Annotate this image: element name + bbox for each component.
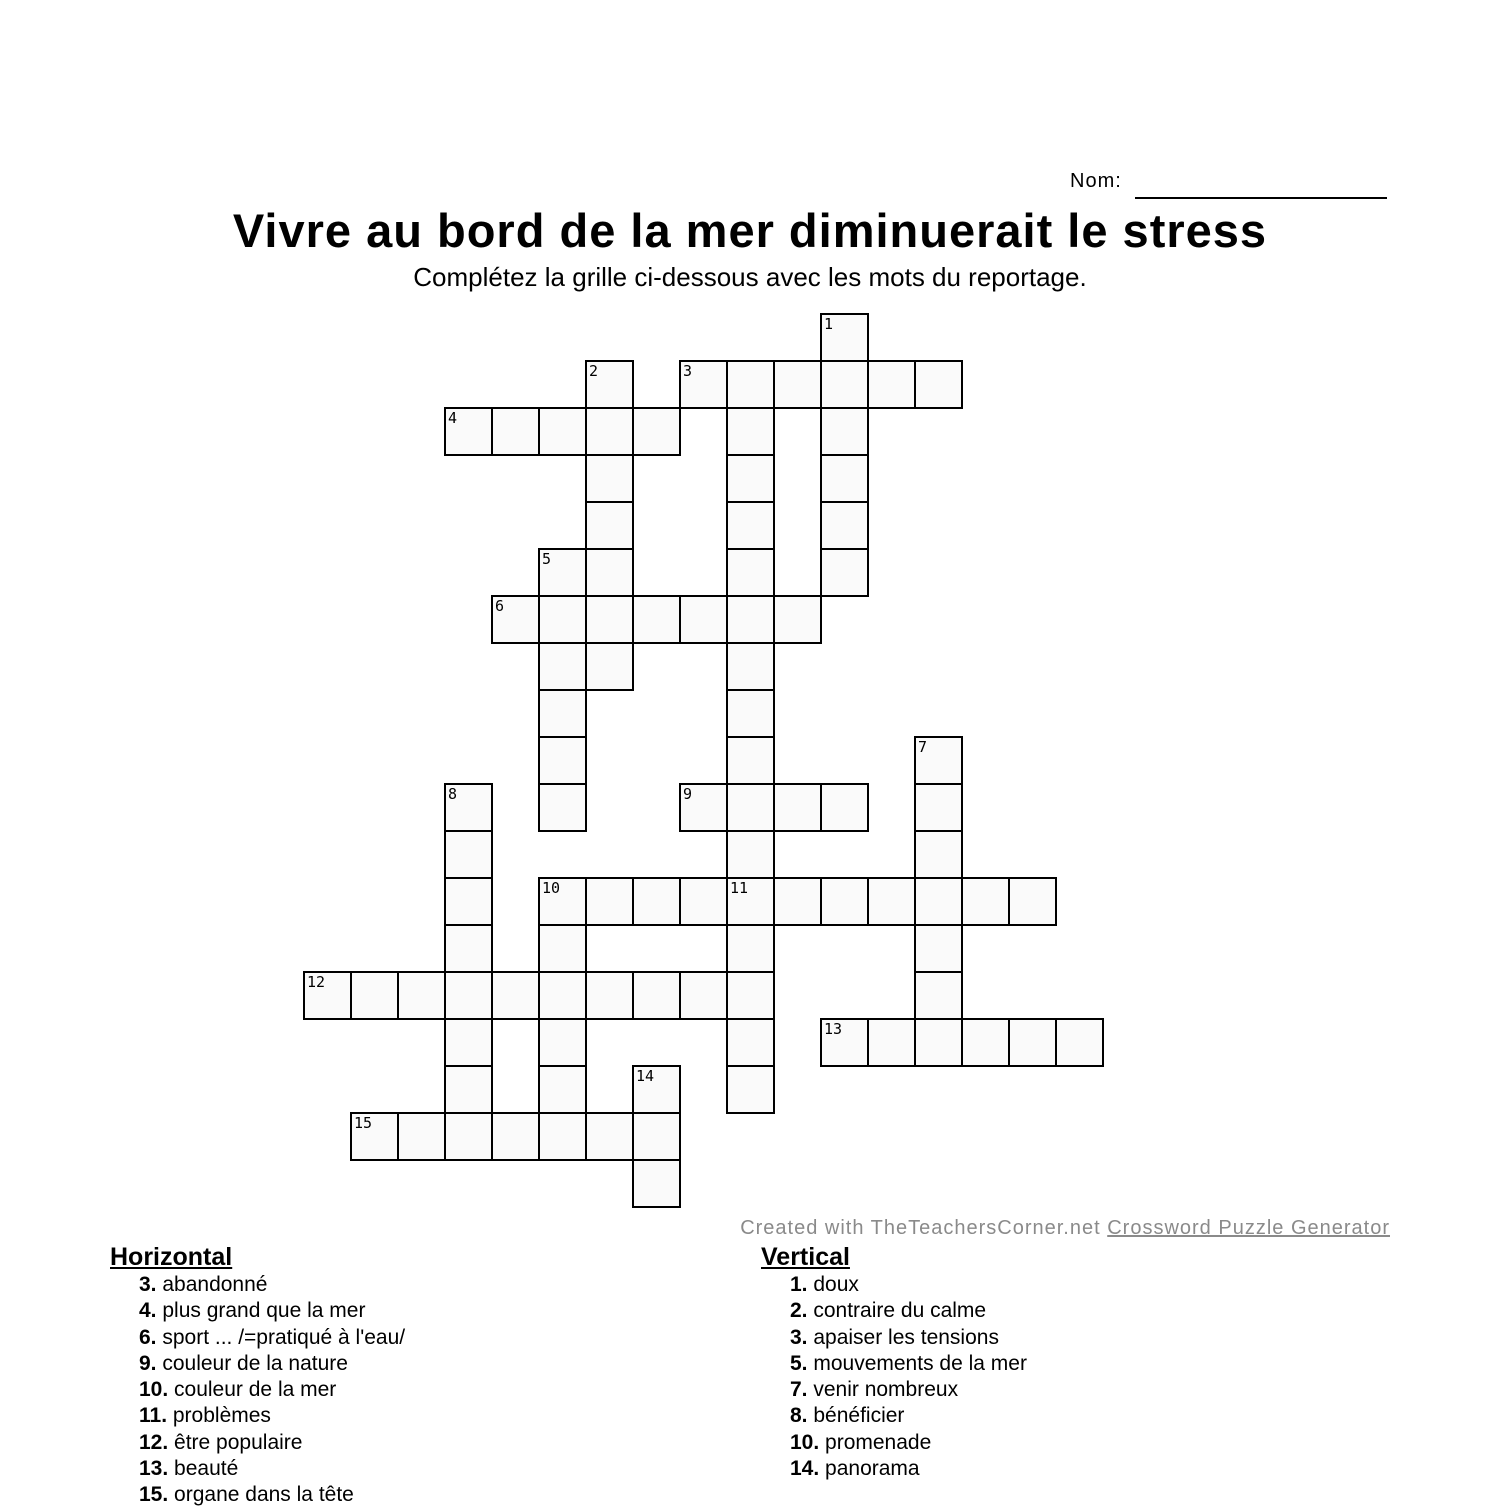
grid-cell[interactable] (726, 642, 775, 691)
horizontal-clue-list (110, 1272, 405, 1509)
clue-number: 4 (448, 409, 458, 427)
grid-cell[interactable] (773, 595, 822, 644)
clue-text: couleur de la mer (168, 1378, 337, 1402)
grid-cell[interactable] (538, 548, 587, 597)
clue-num: 8. (790, 1404, 808, 1428)
grid-cell[interactable] (726, 877, 775, 926)
grid-cell[interactable] (585, 407, 634, 456)
clue-text: doux (807, 1273, 859, 1296)
grid-cell[interactable] (867, 877, 916, 926)
grid-cell[interactable] (491, 971, 540, 1020)
grid-cell[interactable] (820, 454, 869, 503)
clue-number: 9 (683, 785, 693, 803)
grid-cell[interactable] (726, 360, 775, 409)
grid-cell[interactable] (1008, 877, 1057, 926)
clue-num: 14. (790, 1457, 820, 1481)
grid-cell[interactable] (726, 689, 775, 738)
grid-cell[interactable] (726, 454, 775, 503)
clue-num: 12. (139, 1430, 169, 1454)
horizontal-clue (110, 1272, 405, 1298)
grid-cell[interactable] (632, 407, 681, 456)
grid-cell[interactable] (632, 877, 681, 926)
grid-cell[interactable] (444, 1018, 493, 1067)
grid-cell[interactable] (397, 971, 446, 1020)
grid-cell[interactable] (726, 783, 775, 832)
grid-cell[interactable] (444, 830, 493, 879)
clue-text: beauté (168, 1457, 239, 1481)
clue-number: 2 (589, 362, 599, 380)
grid-cell[interactable] (679, 971, 728, 1020)
horizontal-clue (110, 1298, 405, 1324)
clue-text: sport ... /=pratiqué à l'eau/ (156, 1325, 406, 1349)
grid-cell[interactable] (585, 501, 634, 550)
clue-number: 15 (354, 1114, 373, 1132)
grid-cell[interactable] (961, 1018, 1010, 1067)
vertical-clue (761, 1456, 1027, 1482)
grid-cell[interactable] (1008, 1018, 1057, 1067)
clue-num: 1. (790, 1273, 808, 1296)
grid-cell[interactable] (726, 501, 775, 550)
grid-cell[interactable] (679, 877, 728, 926)
grid-cell[interactable] (914, 971, 963, 1020)
grid-cell[interactable] (820, 407, 869, 456)
clue-num: 6. (139, 1325, 157, 1349)
clue-text: être populaire (168, 1430, 303, 1454)
grid-cell[interactable] (679, 360, 728, 409)
grid-cell[interactable] (538, 407, 587, 456)
grid-cell[interactable] (820, 313, 869, 362)
grid-cell[interactable] (726, 830, 775, 879)
grid-cell[interactable] (444, 783, 493, 832)
grid-cell[interactable] (585, 877, 634, 926)
clue-num: 2. (790, 1299, 808, 1323)
grid-cell[interactable] (444, 924, 493, 973)
clue-text: couleur de la nature (156, 1351, 348, 1375)
grid-cell[interactable] (820, 783, 869, 832)
clue-text: abandonné (156, 1273, 268, 1296)
grid-cell[interactable] (726, 971, 775, 1020)
credit-text: Created with TheTeachersCorner.net (740, 1217, 1108, 1239)
vertical-clues (761, 1242, 1027, 1482)
clue-num: 11. (139, 1404, 168, 1428)
grid-cell[interactable] (867, 1018, 916, 1067)
clue-text: contraire du calme (807, 1299, 987, 1323)
grid-cell[interactable] (491, 407, 540, 456)
clue-text: bénéficier (807, 1404, 905, 1428)
horizontal-clue (110, 1456, 405, 1482)
grid-cell[interactable] (303, 971, 352, 1020)
clue-num: 15. (139, 1483, 169, 1507)
grid-cell[interactable] (679, 595, 728, 644)
grid-cell[interactable] (538, 595, 587, 644)
grid-cell[interactable] (538, 877, 587, 926)
horizontal-clue (110, 1377, 405, 1403)
clue-text: mouvements de la mer (807, 1351, 1027, 1375)
vertical-clue (761, 1272, 1027, 1298)
grid-cell[interactable] (585, 454, 634, 503)
clue-num: 3. (790, 1325, 808, 1349)
grid-cell[interactable] (538, 783, 587, 832)
clue-number: 5 (542, 550, 552, 568)
grid-cell[interactable] (585, 1112, 634, 1161)
grid-cell[interactable] (914, 360, 963, 409)
clue-number: 13 (824, 1020, 843, 1038)
horizontal-clue (110, 1351, 405, 1377)
grid-cell[interactable] (726, 407, 775, 456)
horizontal-clue (110, 1430, 405, 1456)
grid-cell[interactable] (820, 548, 869, 597)
grid-cell[interactable] (397, 1112, 446, 1161)
grid-cell[interactable] (444, 1112, 493, 1161)
horizontal-clue (110, 1403, 405, 1429)
clue-text: apaiser les tensions (807, 1325, 999, 1349)
vertical-clue (761, 1403, 1027, 1429)
grid-cell[interactable] (773, 783, 822, 832)
clue-num: 9. (139, 1351, 157, 1375)
clue-text: panorama (819, 1457, 920, 1481)
clue-number: 14 (636, 1067, 655, 1085)
grid-cell[interactable] (914, 1018, 963, 1067)
clue-number: 8 (448, 785, 458, 803)
grid-cell[interactable] (585, 548, 634, 597)
vertical-clue-list (761, 1272, 1027, 1482)
grid-cell[interactable] (867, 360, 916, 409)
grid-cell[interactable] (585, 971, 634, 1020)
page-title: Vivre au bord de la mer diminuerait le stress (232, 204, 1268, 257)
grid-cell[interactable] (491, 595, 540, 644)
name-field-line[interactable] (1135, 197, 1387, 199)
grid-cell[interactable] (726, 548, 775, 597)
grid-cell[interactable] (632, 971, 681, 1020)
grid-cell[interactable] (538, 1112, 587, 1161)
grid-cell[interactable] (585, 360, 634, 409)
grid-cell[interactable] (914, 783, 963, 832)
grid-cell[interactable] (726, 736, 775, 785)
grid-cell[interactable] (538, 736, 587, 785)
grid-cell[interactable] (538, 642, 587, 691)
grid-cell[interactable] (632, 1159, 681, 1208)
vertical-clue (761, 1298, 1027, 1324)
clue-number: 10 (542, 879, 561, 897)
grid-cell[interactable] (491, 1112, 540, 1161)
credit-line (740, 1217, 1390, 1240)
vertical-clue (761, 1351, 1027, 1377)
grid-cell[interactable] (632, 1112, 681, 1161)
clue-text: plus grand que la mer (156, 1299, 366, 1323)
clue-number: 6 (495, 597, 505, 615)
grid-cell[interactable] (538, 1018, 587, 1067)
page-subtitle: Complétez la grille ci-dessous avec les mots du reportage. (413, 262, 1087, 292)
clue-text: venir nombreux (807, 1378, 959, 1402)
clue-text: problèmes (167, 1404, 271, 1428)
clue-num: 4. (139, 1299, 157, 1323)
grid-cell[interactable] (632, 595, 681, 644)
clue-number: 12 (307, 973, 326, 991)
vertical-clue (761, 1325, 1027, 1351)
grid-cell[interactable] (914, 924, 963, 973)
grid-cell[interactable] (632, 1065, 681, 1114)
grid-cell[interactable] (350, 1112, 399, 1161)
clue-num: 7. (790, 1378, 808, 1402)
vertical-clue (761, 1430, 1027, 1456)
grid-cell[interactable] (585, 595, 634, 644)
clue-text: promenade (819, 1430, 932, 1454)
grid-cell[interactable] (914, 736, 963, 785)
grid-cell[interactable] (538, 924, 587, 973)
grid-cell[interactable] (961, 877, 1010, 926)
grid-cell[interactable] (820, 877, 869, 926)
vertical-heading: Vertical (761, 1243, 850, 1271)
grid-cell[interactable] (444, 1065, 493, 1114)
clue-number: 11 (730, 879, 749, 897)
clue-number: 7 (918, 738, 928, 756)
grid-cell[interactable] (444, 971, 493, 1020)
clue-num: 10. (139, 1378, 169, 1402)
horizontal-clue (110, 1325, 405, 1351)
vertical-clue (761, 1377, 1027, 1403)
horizontal-heading: Horizontal (110, 1243, 233, 1271)
grid-cell[interactable] (914, 830, 963, 879)
grid-cell[interactable] (585, 642, 634, 691)
clue-num: 3. (139, 1273, 157, 1296)
grid-cell[interactable] (773, 360, 822, 409)
grid-cell[interactable] (773, 877, 822, 926)
grid-cell[interactable] (350, 971, 399, 1020)
grid-cell[interactable] (538, 971, 587, 1020)
clue-num: 10. (790, 1430, 820, 1454)
grid-cell[interactable] (726, 1018, 775, 1067)
clue-num: 13. (139, 1457, 169, 1481)
clue-num: 5. (790, 1351, 808, 1375)
grid-cell[interactable] (914, 877, 963, 926)
grid-cell[interactable] (820, 360, 869, 409)
grid-cell[interactable] (538, 1065, 587, 1114)
horizontal-clue (110, 1482, 405, 1508)
credit-link[interactable]: Crossword Puzzle Generator (1107, 1217, 1390, 1239)
horizontal-clues (110, 1242, 405, 1509)
grid-cell[interactable] (726, 595, 775, 644)
grid-cell[interactable] (679, 783, 728, 832)
clue-number: 3 (683, 362, 693, 380)
grid-cell[interactable] (726, 924, 775, 973)
clue-number: 1 (824, 315, 834, 333)
clue-text: organe dans la tête (168, 1483, 354, 1507)
name-label: Nom: (1070, 170, 1122, 192)
grid-cell[interactable] (444, 877, 493, 926)
grid-cell[interactable] (726, 1065, 775, 1114)
grid-cell[interactable] (820, 501, 869, 550)
grid-cell[interactable] (538, 689, 587, 738)
grid-cell[interactable] (1055, 1018, 1104, 1067)
grid-cell[interactable] (820, 1018, 869, 1067)
grid-cell[interactable] (444, 407, 493, 456)
